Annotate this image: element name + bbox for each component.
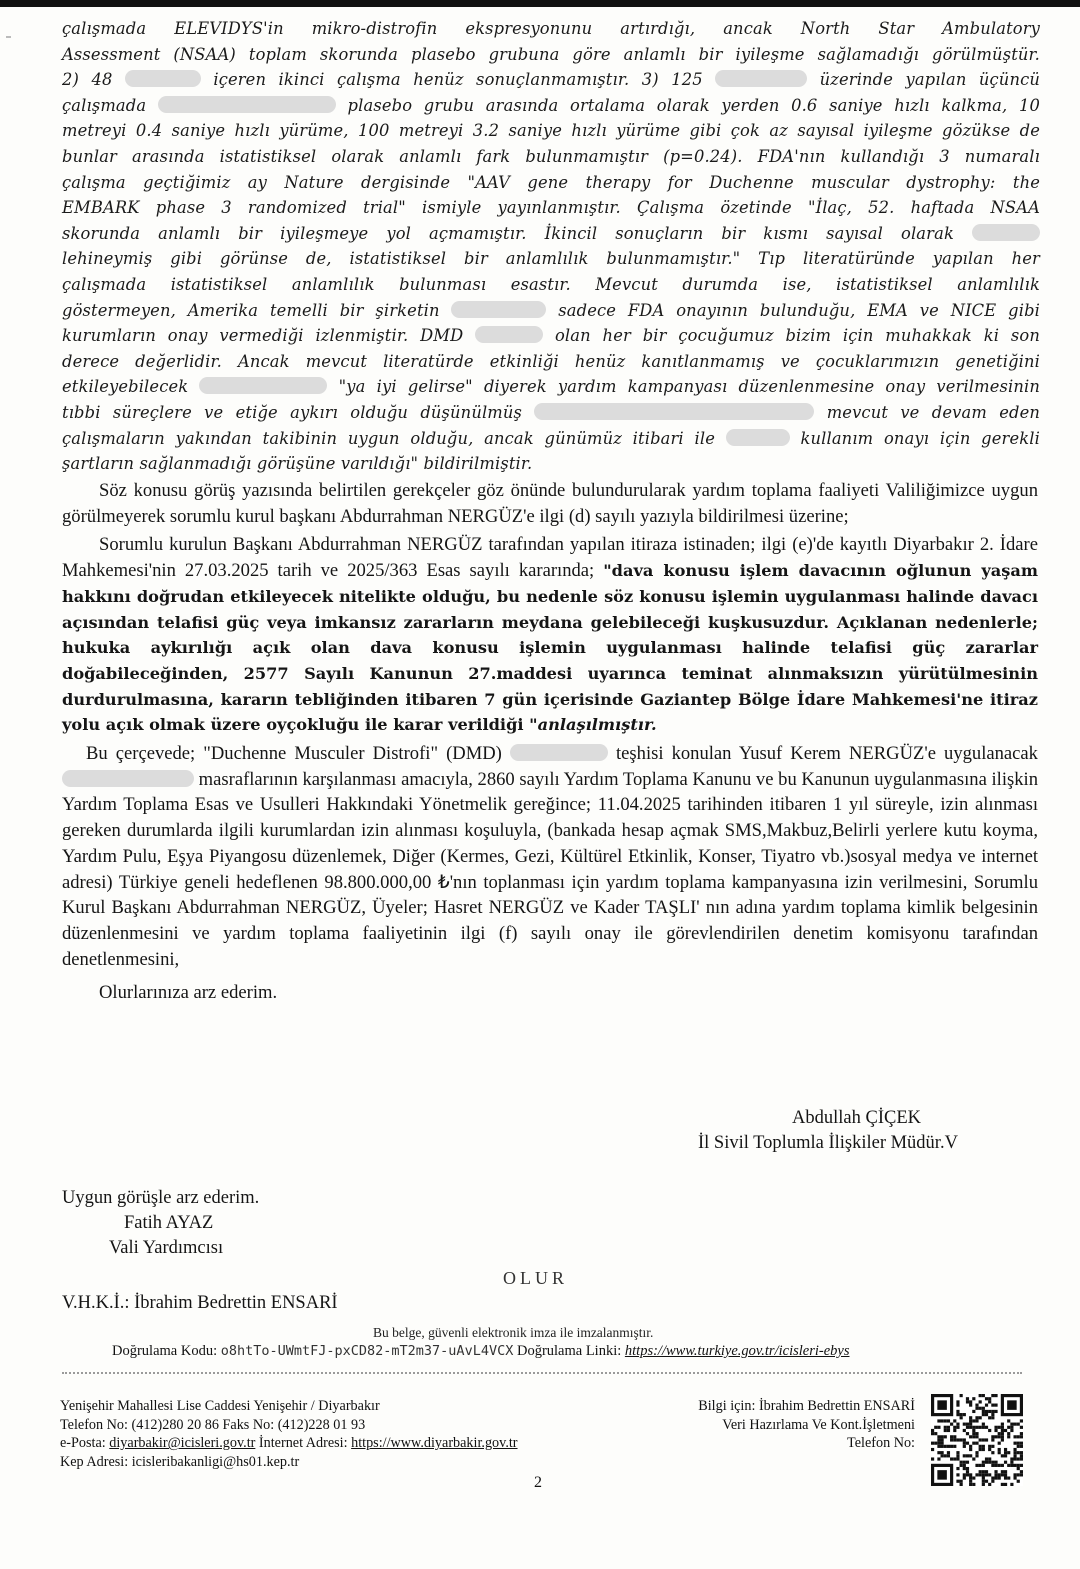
quote-line: [62, 118, 1040, 144]
quote-line: [62, 195, 1040, 221]
redaction-blob: [62, 770, 194, 787]
footer-web-label: İnternet Adresi:: [258, 1435, 348, 1452]
quote-text: şartların sağlanmadığı görüşüne varıldığı" bildirilmiştir.: [62, 454, 533, 474]
letter-body: [62, 478, 1038, 1006]
quote-text: 2) 48: [62, 70, 113, 90]
qr-code-icon[interactable]: [931, 1394, 1023, 1486]
approver-line: V.H.K.İ.: İbrahim Bedrettin ENSARİ: [62, 1293, 338, 1313]
quote-line: [62, 349, 1040, 375]
quote-text: çalışma geçtiğimiz ay Nature dergisinde "AAV gene therapy for Duchenne muscular dystrophy: the: [62, 172, 1040, 192]
quote-text: içeren ikinci çalışma henüz sonuçlanmamıştır. 3) 125: [213, 70, 703, 90]
quote-text: çalışmada: [62, 95, 147, 115]
quote-line: [62, 93, 1040, 119]
signer-2-title: Vali Yardımcısı: [109, 1238, 224, 1258]
signature-block-deputy-governor: [62, 1186, 259, 1261]
quote-text: lehineymiş gibi görünse de, istatistiksel bir anlamlılık bulunmamıştır." Tıp literatüründe yapılan her: [62, 249, 1040, 269]
quote-line: [62, 170, 1040, 196]
quote-text: çalışmada istatistiksel anlamlılık bulunması esastır. Mevcut durumda ise, istatistiksel anlamlılık: [62, 274, 1040, 294]
redaction-blob: [475, 326, 543, 343]
quote-line: [62, 451, 1040, 477]
scan-mark: [6, 36, 11, 38]
quote-text: göstermeyen, Amerika temelli bir şirketin: [62, 300, 440, 320]
quote-line: [62, 16, 1040, 42]
redaction-blob: [199, 377, 327, 394]
redaction-blob: [125, 70, 201, 87]
quote-text: etkileyebilecek: [62, 377, 189, 397]
verify-link[interactable]: https://www.turkiye.gov.tr/icisleri-ebys: [624, 1343, 850, 1359]
quote-text: metreyi 0.4 saniye hızlı yürüme, 100 metreyi 3.2 saniye hızlı yürüme gibi çok az sayısal iyileşme gözükse de: [62, 121, 1040, 141]
footer-phone: Telefon No: (412)280 20 86 Faks No: (412)228 01 93: [60, 1416, 366, 1433]
quote-text: çalışmada ELEVIDYS'in mikro-distrofin ekspresyonunu artırdığı, ancak North Star Ambulatory: [62, 19, 1040, 38]
quote-text: çalışmaların yakından takibinin uygun olduğu, ancak günümüz itibari ile: [62, 428, 716, 448]
signature-block-director: [698, 1106, 958, 1156]
paragraph-1: Söz konusu görüş yazısında belirtilen gerekçeler göz önünde bulundurularak yardım toplama faaliyeti Valiliğimizce uygun görülmeyerek sorumlu kurul başkanı Abdurrahman NERGÜZ'e ilgi (d) sayılı yazıyla bildirilmesi üzerine;: [62, 480, 1038, 527]
footer-address: Yenişehir Mahallesi Lise Caddesi Yenişehir / Diyarbakır: [60, 1398, 380, 1414]
paragraph-2: [62, 532, 1038, 738]
quote-text: plasebo grubu arasında ortalama olarak yerden 0.6 saniye hızlı kalkma, 10: [347, 95, 1041, 115]
redaction-blob: [972, 224, 1040, 241]
quote-text: skorunda anlamlı bir iyileşmeye yol açmamıştır. İkincil sonuçların bir kısmı sayısal olarak: [62, 223, 954, 243]
page-number: 2: [534, 1474, 542, 1491]
quote-text: sadece FDA onayının bulunduğu, EMA ve NICE gibi: [558, 300, 1040, 320]
verify-code[interactable]: o8htTo-UWmtFJ-pxCD82-mT2m37-uAvL4VCX: [220, 1343, 514, 1359]
quote-text: kullanım onayı için gerekli: [800, 428, 1040, 448]
quoted-opinion-text: [62, 16, 1040, 477]
paragraph-3-b: teşhisi konulan Yusuf Kerem NERGÜZ'e uygulanacak: [616, 743, 1038, 765]
quote-line: [62, 374, 1040, 400]
quote-line: [62, 246, 1040, 272]
quote-text: üzerinde yapılan üçüncü: [819, 70, 1040, 90]
approval-olur: OLUR: [503, 1268, 568, 1288]
quote-line: [62, 144, 1040, 170]
quote-line: [62, 400, 1040, 426]
footer-info-name: Bilgi için: İbrahim Bedrettin ENSARİ: [698, 1398, 915, 1414]
redaction-blob: [510, 744, 608, 761]
footer-email-link[interactable]: diyarbakir@icisleri.gov.tr: [109, 1435, 256, 1452]
quote-line: [62, 298, 1040, 324]
signer-1-name: Abdullah ÇİÇEK: [792, 1108, 921, 1128]
closing-line: Olurlarınıza arz ederim.: [99, 982, 278, 1004]
paragraph-3: [62, 741, 1038, 972]
quote-line: [62, 323, 1040, 349]
quote-text: EMBARK phase 3 randomized trial" ismiyle yayınlanmıştır. Çalışma özetinde "İlaç, 52. haftada NSAA: [62, 198, 1040, 218]
quote-line: [62, 221, 1040, 247]
scan-top-edge: [0, 0, 1080, 7]
quote-line: [62, 42, 1040, 68]
redaction-blob: [534, 403, 814, 420]
footer-email-web: [60, 1434, 518, 1453]
esignature-note: Bu belge, güvenli elektronik imza ile imzalanmıştır.: [373, 1325, 654, 1340]
footer-web-link[interactable]: https://www.diyarbakir.gov.tr: [351, 1435, 518, 1452]
quote-line: [62, 67, 1040, 93]
quote-line: [62, 272, 1040, 298]
court-decision-quote: "dava konusu işlem davacının oğlunun yaşam hakkını doğrudan etkileyecek nitelikte olduğu, bu nedenle söz konusu işlemin uygulanması halinde davacı açısından telafisi güç veya imkansız zararların meydana gelebileceği kuşkusuzdur. Açıklanan nedenlerle; hukuka aykırılığı açık olan dava konusu işlemin uygulanması halinde telafisi güç zararlar doğabileceğinden, 2577 Sayılı Kanunun 27.maddesi uyarınca teminat alınmaksızın yürütülmesinin durdurulmasına, kararın tebliğinden itibaren 7 gün içerisinde Gaziantep Bölge İdare Mahkemesi'ne itiraz yolu açık olmak üzere oyçokluğu ile karar verildiği ": [62, 561, 1038, 735]
quote-text: kurumların onay vermediği izlenmiştir. DMD: [62, 326, 464, 346]
redaction-blob: [726, 429, 790, 446]
redaction-blob: [715, 70, 807, 87]
signer-1-title: İl Sivil Toplumla İlişkiler Müdür.V: [698, 1133, 958, 1153]
verify-code-label: Doğrulama Kodu:: [112, 1343, 218, 1359]
paragraph-2-end: anlaşılmıştır.: [537, 715, 657, 735]
verify-link-label: Doğrulama Linki:: [516, 1343, 622, 1359]
footer-info: [698, 1397, 915, 1453]
quote-text: derece değerlidir. Ancak mevcut literatürde etkinliği henüz kanıtlanmamış ve çocuklarımızın genetiğini: [62, 351, 1040, 371]
quote-text: "ya iyi gelirse" diyerek yardım kampanyası düzenlenmesine onay verilmesinin: [338, 377, 1041, 397]
paragraph-3-d: 'nın toplanması için yardım toplama kampanyasına izin verilmesini, Sorumlu Kurul Başkanı Abdurrahman NERGÜZ, Üyeler; Hasret NERGÜZ ve Kader TAŞLI' nın adına yardım toplama kimlik belgesinin düzenlenmesini ve yardım toplama faaliyetinin ilgi (f) sayılı onay ile görevlendirilen denetim komisyonu tarafından denetlenmesini,: [62, 871, 1038, 970]
footer-divider: [62, 1372, 1022, 1374]
quote-line: [62, 426, 1040, 452]
paragraph-3-c: masraflarının karşılanması amacıyla, 2860 sayılı Yardım Toplama Kanunu ve bu Kanunun uygulanmasına ilişkin Yardım Toplama Esas ve Usulleri Hakkındaki Yönetmelik gereğince; 11.04.2025 tarihinden itibaren 1 yıl süreyle, izin alınması gereken durumlarda ilgili kurumlardan izin alınması koşuluyla, (bankada hesap açmak SMS,Makbuz,Belirli yerlere kutu koyma, Yardım Pulu, Eşya Piyangosu düzenlemek, Diğer (Kermes, Gezi, Kültürel Etkinlik, Konser, Tiyatro vb.)sosyal medya ve internet adresi) Türkiye geneli hedeflenen: [62, 768, 1038, 893]
quote-text: olan her bir çocuğumuz bizim için muhakkak ki son: [554, 326, 1041, 346]
verification-line: [112, 1343, 849, 1360]
footer-info-role: Veri Hazırlama Ve Kont.İşletmeni: [722, 1416, 915, 1433]
signer-2-name: Fatih AYAZ: [124, 1213, 214, 1233]
quote-text: bunlar arasında istatistiksel olarak anlamlı fark bulunmamıştır (p=0.24). FDA'nın kullandığı 3 numaralı: [62, 146, 1040, 166]
redaction-blob: [451, 301, 546, 318]
footer-contact: [60, 1397, 518, 1471]
redaction-blob: [158, 96, 336, 113]
quote-text: tıbbi süreçlere ve etiğe aykırı olduğu düşünülmüş: [62, 402, 523, 422]
target-amount: 98.800.000,00 ₺: [324, 871, 450, 893]
footer-info-phone: Telefon No:: [847, 1435, 915, 1452]
quote-text: Assessment (NSAA) toplam skorunda plasebo grubuna göre anlamlı bir iyileşme sağlamadığı görülmüştür.: [62, 44, 1040, 64]
footer-kep: Kep Adresi: icisleribakanligi@hs01.kep.tr: [60, 1453, 300, 1470]
footer-email-label: e-Posta:: [60, 1435, 106, 1452]
paragraph-3-a: Bu çerçevede; "Duchenne Musculer Distrofi" (DMD): [86, 743, 502, 765]
quote-text: mevcut ve devam eden: [826, 402, 1041, 422]
paragraph-2-intro: Sorumlu kurulun Başkanı Abdurrahman NERGÜZ tarafından yapılan itiraza istinaden; ilgi (e)'de kayıtlı Diyarbakır 2. İdare Mahkemesi'nin 27.03.2025 tarih ve 2025/363 Esas sayılı kararında;: [62, 534, 1038, 582]
signer-2-lead: Uygun görüşle arz ederim.: [62, 1188, 260, 1208]
